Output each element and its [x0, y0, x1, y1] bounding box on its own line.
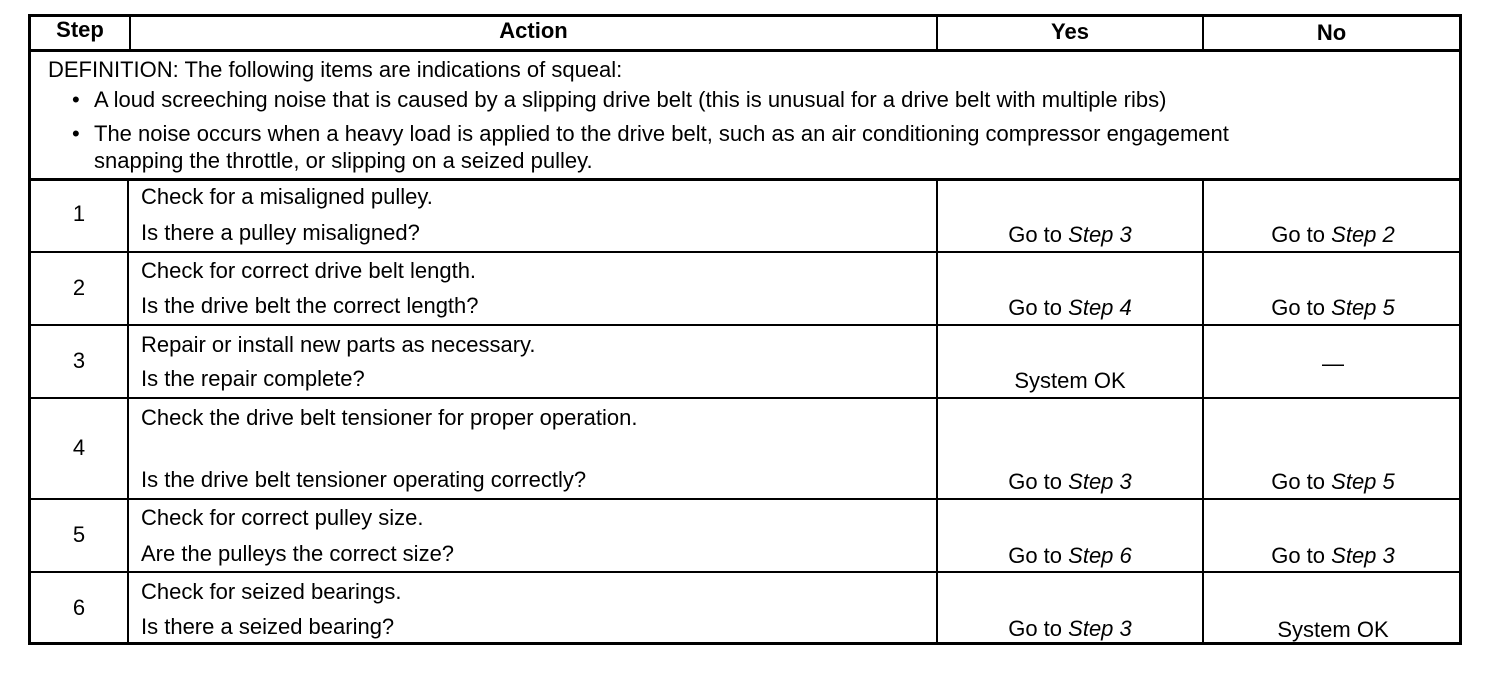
action-check: Check for seized bearings.	[141, 579, 402, 604]
yes-target: Step 6	[1068, 543, 1132, 568]
no-result	[1204, 544, 1462, 568]
bullet-line: A loud screeching noise that is caused by a slipping drive belt (this is unusual for a drive belt with multiple ribs)	[94, 87, 1167, 112]
column-divider	[936, 179, 938, 645]
action-check: Check for correct pulley size.	[141, 505, 424, 530]
no-result	[1204, 618, 1462, 642]
bullet-dot-icon: •	[72, 87, 80, 112]
definition-divider	[28, 178, 1462, 181]
yes-prefix: Go to	[1008, 469, 1063, 494]
no-target: Step 2	[1331, 222, 1395, 247]
no-target: Step 5	[1331, 469, 1395, 494]
yes-result	[938, 544, 1202, 568]
yes-prefix: Go to	[1008, 222, 1063, 247]
yes-target: Step 3	[1068, 469, 1132, 494]
no-target: Step 5	[1331, 295, 1395, 320]
definition-bullet	[72, 86, 1167, 114]
yes-target: Step 3	[1068, 222, 1132, 247]
yes-result	[938, 369, 1202, 393]
no-result	[1204, 352, 1462, 376]
yes-result	[938, 223, 1202, 247]
bullet-line: snapping the throttle, or slipping on a seized pulley.	[94, 148, 593, 173]
no-target: Step 3	[1331, 543, 1395, 568]
no-result	[1204, 470, 1462, 494]
header-yes: Yes	[1051, 19, 1089, 44]
no-result	[1204, 223, 1462, 247]
action-question: Is there a pulley misaligned?	[141, 220, 420, 245]
no-prefix: Go to	[1271, 222, 1326, 247]
yes-result	[938, 617, 1202, 641]
row-divider	[28, 498, 1462, 500]
definition-intro: DEFINITION: The following items are indications of squeal:	[48, 57, 623, 82]
no-prefix: Go to	[1271, 295, 1326, 320]
action-question: Is there a seized bearing?	[141, 614, 395, 639]
no-prefix: Go to	[1271, 469, 1326, 494]
action-check: Check for correct drive belt length.	[141, 258, 477, 283]
row-divider	[28, 251, 1462, 253]
column-divider	[127, 179, 129, 645]
no-prefix: System OK	[1277, 617, 1389, 642]
column-divider	[1202, 179, 1204, 645]
header-action: Action	[499, 18, 568, 43]
row-divider	[28, 324, 1462, 326]
step-number: 3	[72, 348, 86, 373]
no-prefix: Go to	[1271, 543, 1326, 568]
yes-prefix: Go to	[1008, 616, 1063, 641]
action-check: Check for a misaligned pulley.	[141, 184, 433, 209]
action-question: Is the drive belt tensioner operating correctly?	[141, 467, 587, 492]
header-step: Step	[56, 17, 104, 42]
bullet-dot-icon: •	[72, 121, 80, 146]
row-divider	[28, 397, 1462, 399]
header-no: No	[1316, 20, 1347, 45]
no-prefix: —	[1322, 351, 1344, 376]
yes-target: Step 3	[1068, 616, 1132, 641]
action-check: Check the drive belt tensioner for proper operation.	[141, 405, 638, 430]
yes-result	[938, 470, 1202, 494]
action-check: Repair or install new parts as necessary.	[141, 332, 536, 357]
step-number: 4	[72, 435, 86, 460]
step-number: 5	[72, 522, 86, 547]
no-result	[1204, 296, 1462, 320]
action-question: Is the repair complete?	[141, 366, 365, 391]
step-number: 1	[72, 201, 86, 226]
step-number: 6	[72, 595, 86, 620]
row-divider	[28, 571, 1462, 573]
yes-prefix: Go to	[1008, 543, 1063, 568]
yes-target: Step 4	[1068, 295, 1132, 320]
definition-bullet	[72, 120, 1229, 174]
yes-prefix: System OK	[1014, 368, 1126, 393]
yes-prefix: Go to	[1008, 295, 1063, 320]
header-divider	[28, 49, 1462, 52]
action-question: Are the pulleys the correct size?	[141, 541, 455, 566]
action-question: Is the drive belt the correct length?	[141, 293, 479, 318]
step-number: 2	[72, 275, 86, 300]
bullet-line: The noise occurs when a heavy load is applied to the drive belt, such as an air conditioning compressor engagement	[94, 121, 1229, 146]
yes-result	[938, 296, 1202, 320]
